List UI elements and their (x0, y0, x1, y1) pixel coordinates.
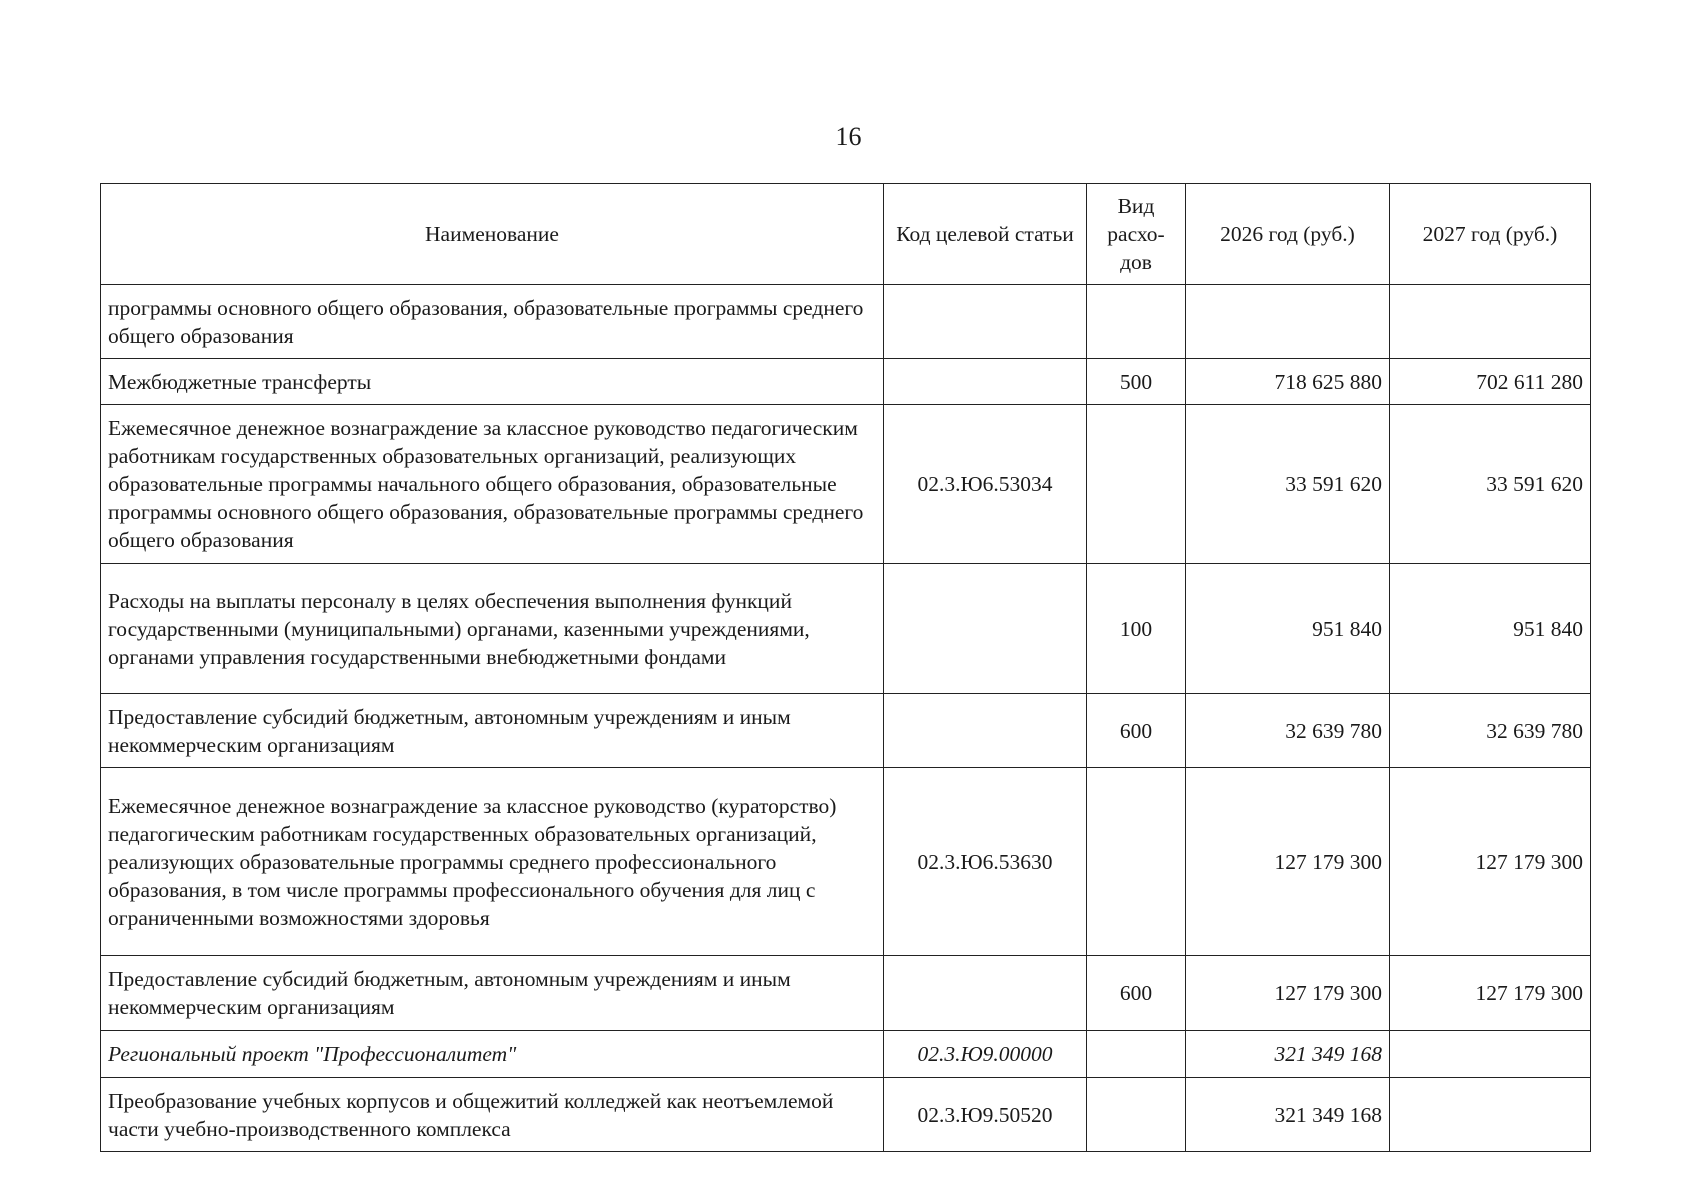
table-row (101, 285, 1591, 359)
header-code: Код целевой статьи (884, 184, 1087, 285)
header-name: Наименование (101, 184, 884, 285)
cell-2026: 127 179 300 (1186, 768, 1390, 956)
cell-name: Преобразование учебных корпусов и общежитий колледжей как неотъемлемой части учебно-производственного комплекса (101, 1078, 884, 1152)
cell-2026: 32 639 780 (1186, 694, 1390, 768)
cell-2027: 127 179 300 (1390, 956, 1591, 1031)
table-row (101, 956, 1591, 1031)
cell-2027: 951 840 (1390, 564, 1591, 694)
cell-code: 02.3.Ю6.53034 (884, 405, 1087, 564)
cell-name: Расходы на выплаты персоналу в целях обеспечения выполнения функций государственными (муниципальными) органами, казенными учреждениями, органами управления государственными внебюджетными фондами (101, 564, 884, 694)
cell-kind: 500 (1087, 359, 1186, 405)
header-2026: 2026 год (руб.) (1186, 184, 1390, 285)
cell-code (884, 359, 1087, 405)
cell-code: 02.3.Ю6.53630 (884, 768, 1087, 956)
cell-code (884, 285, 1087, 359)
cell-kind (1087, 1031, 1186, 1078)
cell-kind: 600 (1087, 694, 1186, 768)
cell-code: 02.3.Ю9.50520 (884, 1078, 1087, 1152)
table-row (101, 564, 1591, 694)
cell-2026: 951 840 (1186, 564, 1390, 694)
cell-name: Региональный проект "Профессионалитет" (101, 1031, 884, 1078)
cell-name: Ежемесячное денежное вознаграждение за классное руководство педагогическим работникам государственных образовательных организаций, реализующих образовательные программы начального общего образования, образовательные программы основного общего образования, образовательные программы среднего общего образования (101, 405, 884, 564)
cell-kind: 100 (1087, 564, 1186, 694)
cell-code: 02.3.Ю9.00000 (884, 1031, 1087, 1078)
cell-2026: 127 179 300 (1186, 956, 1390, 1031)
cell-2027: 702 611 280 (1390, 359, 1591, 405)
cell-2027: 127 179 300 (1390, 768, 1591, 956)
cell-code (884, 956, 1087, 1031)
cell-2026: 718 625 880 (1186, 359, 1390, 405)
cell-2026 (1186, 285, 1390, 359)
table-row (101, 694, 1591, 768)
table-header-row (101, 184, 1591, 285)
budget-table (100, 183, 1591, 1152)
cell-2027: 33 591 620 (1390, 405, 1591, 564)
cell-2027 (1390, 1031, 1591, 1078)
cell-2026: 33 591 620 (1186, 405, 1390, 564)
table-row (101, 1078, 1591, 1152)
cell-name: Предоставление субсидий бюджетным, автономным учреждениям и иным некоммерческим организациям (101, 694, 884, 768)
cell-name: Ежемесячное денежное вознаграждение за классное руководство (кураторство) педагогическим работникам государственных образовательных организаций, реализующих образовательные программы среднего профессионального образования, в том числе программы профессионального обучения для лиц с ограниченными возможностями здоровья (101, 768, 884, 956)
cell-kind (1087, 405, 1186, 564)
header-2027: 2027 год (руб.) (1390, 184, 1591, 285)
cell-2026: 321 349 168 (1186, 1031, 1390, 1078)
cell-kind: 600 (1087, 956, 1186, 1031)
cell-name: программы основного общего образования, образовательные программы среднего общего образования (101, 285, 884, 359)
cell-code (884, 694, 1087, 768)
cell-2027 (1390, 1078, 1591, 1152)
table-row (101, 768, 1591, 956)
table-row (101, 359, 1591, 405)
cell-2027: 32 639 780 (1390, 694, 1591, 768)
cell-name: Предоставление субсидий бюджетным, автономным учреждениям и иным некоммерческим организациям (101, 956, 884, 1031)
cell-kind (1087, 1078, 1186, 1152)
cell-kind (1087, 768, 1186, 956)
table-row (101, 405, 1591, 564)
cell-name: Межбюджетные трансферты (101, 359, 884, 405)
page-number: 16 (835, 122, 862, 151)
cell-kind (1087, 285, 1186, 359)
cell-2027 (1390, 285, 1591, 359)
cell-2026: 321 349 168 (1186, 1078, 1390, 1152)
cell-code (884, 564, 1087, 694)
header-kind: Вид расхо-дов (1087, 184, 1186, 285)
table-row (101, 1031, 1591, 1078)
